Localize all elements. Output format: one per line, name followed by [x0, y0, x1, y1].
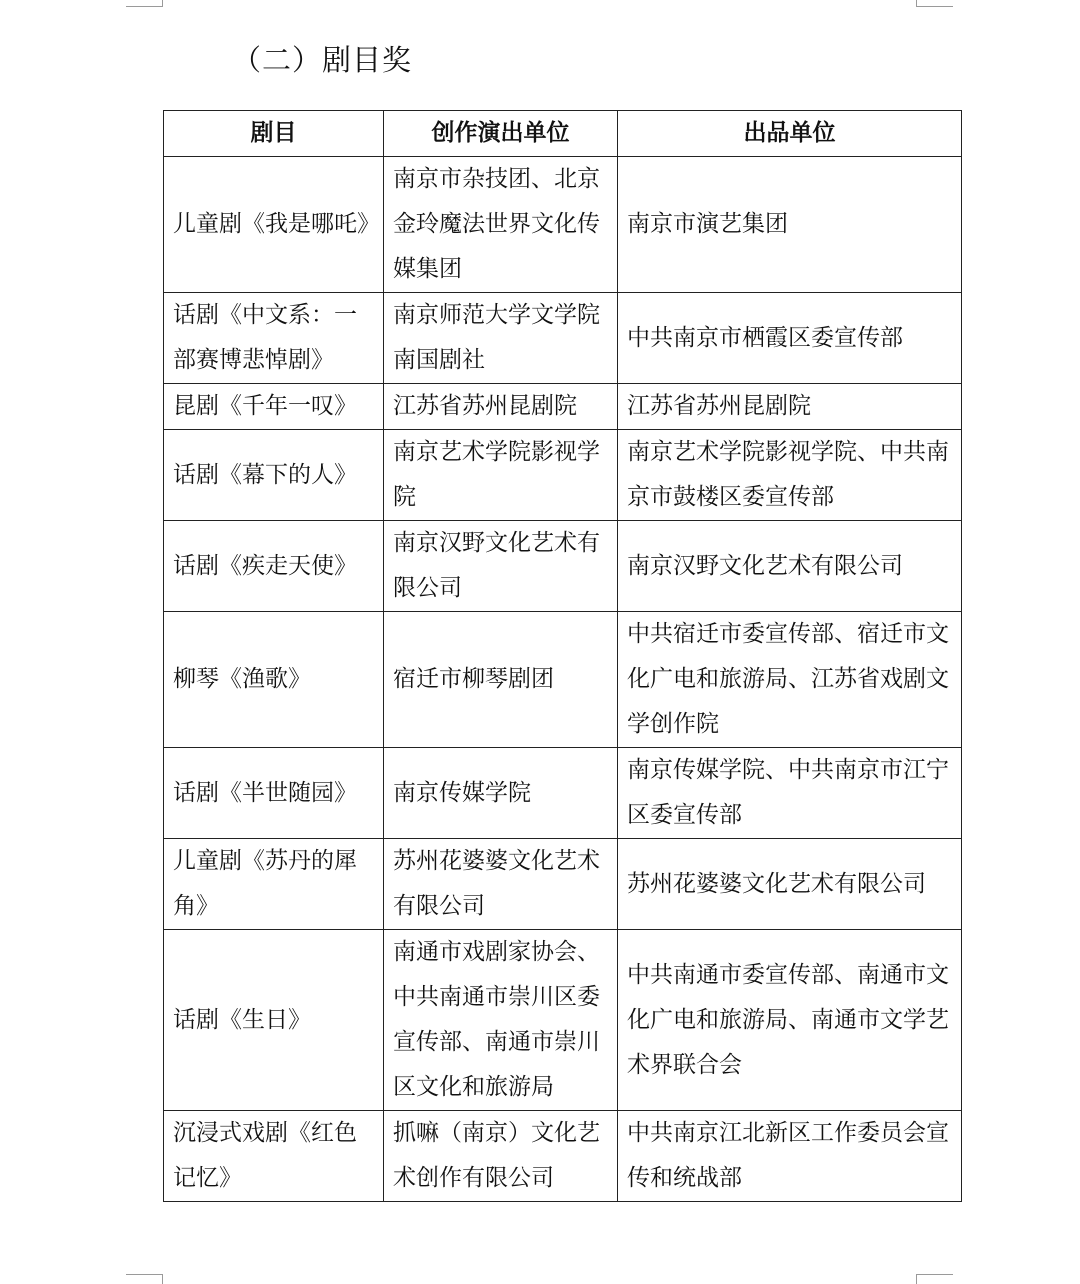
table-header-row	[164, 111, 962, 157]
table-row	[164, 293, 962, 384]
cell-creator: 南通市戏剧家协会、中共南通市崇川区委宣传部、南通市崇川区文化和旅游局	[384, 930, 618, 1111]
cell-creator: 抓嘛（南京）文化艺术创作有限公司	[384, 1111, 618, 1202]
cell-creator: 苏州花婆婆文化艺术有限公司	[384, 839, 618, 930]
cell-producer: 南京艺术学院影视学院、中共南京市鼓楼区委宣传部	[618, 430, 962, 521]
cell-play: 话剧《中文系：一部赛博悲悼剧》	[164, 293, 384, 384]
table-row	[164, 1111, 962, 1202]
cell-producer: 南京传媒学院、中共南京市江宁区委宣传部	[618, 748, 962, 839]
cell-producer: 南京汉野文化艺术有限公司	[618, 521, 962, 612]
cell-producer: 南京市演艺集团	[618, 157, 962, 293]
cell-play: 沉浸式戏剧《红色记忆》	[164, 1111, 384, 1202]
cell-play: 柳琴《渔歌》	[164, 612, 384, 748]
cell-producer: 中共宿迁市委宣传部、宿迁市文化广电和旅游局、江苏省戏剧文学创作院	[618, 612, 962, 748]
cell-creator: 南京汉野文化艺术有限公司	[384, 521, 618, 612]
section-title: （二）剧目奖	[232, 43, 413, 77]
cell-play: 话剧《幕下的人》	[164, 430, 384, 521]
cell-play: 昆剧《千年一叹》	[164, 384, 384, 430]
cell-producer: 中共南通市委宣传部、南通市文化广电和旅游局、南通市文学艺术界联合会	[618, 930, 962, 1111]
crop-mark-top-left	[126, 0, 163, 7]
cell-play: 话剧《疾走天使》	[164, 521, 384, 612]
cell-play: 儿童剧《我是哪吒》	[164, 157, 384, 293]
table-row	[164, 157, 962, 293]
cell-creator: 南京艺术学院影视学院	[384, 430, 618, 521]
table-row	[164, 839, 962, 930]
cell-creator: 南京师范大学文学院南国剧社	[384, 293, 618, 384]
cell-creator: 江苏省苏州昆剧院	[384, 384, 618, 430]
cell-producer: 中共南京市栖霞区委宣传部	[618, 293, 962, 384]
table-row	[164, 521, 962, 612]
play-awards-table	[163, 110, 962, 1202]
cell-producer: 江苏省苏州昆剧院	[618, 384, 962, 430]
cell-producer: 苏州花婆婆文化艺术有限公司	[618, 839, 962, 930]
cell-creator: 宿迁市柳琴剧团	[384, 612, 618, 748]
cell-play: 话剧《半世随园》	[164, 748, 384, 839]
table-row	[164, 930, 962, 1111]
cell-producer: 中共南京江北新区工作委员会宣传和统战部	[618, 1111, 962, 1202]
table-row	[164, 748, 962, 839]
header-play: 剧目	[164, 111, 384, 157]
cell-play: 话剧《生日》	[164, 930, 384, 1111]
cell-play: 儿童剧《苏丹的犀角》	[164, 839, 384, 930]
table-row	[164, 384, 962, 430]
header-producer: 出品单位	[618, 111, 962, 157]
table-row	[164, 612, 962, 748]
cell-creator: 南京市杂技团、北京金玲魔法世界文化传媒集团	[384, 157, 618, 293]
crop-mark-top-right	[916, 0, 953, 7]
table-row	[164, 430, 962, 521]
cell-creator: 南京传媒学院	[384, 748, 618, 839]
header-creator: 创作演出单位	[384, 111, 618, 157]
